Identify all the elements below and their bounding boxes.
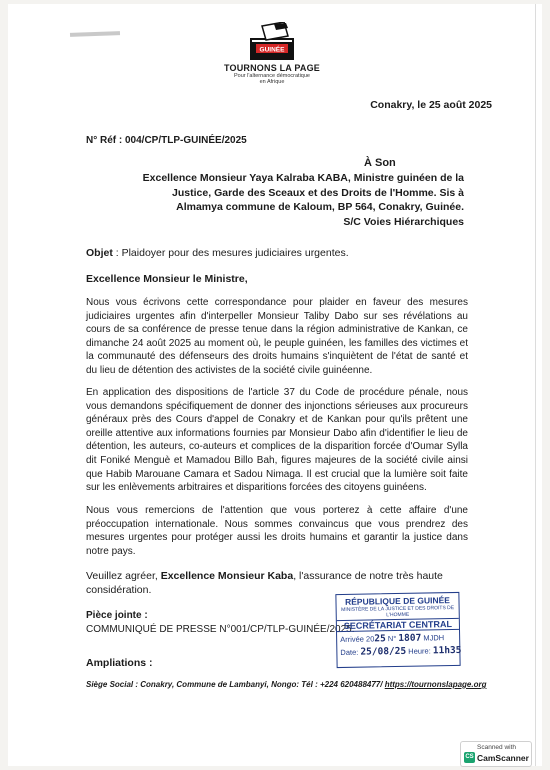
stamp-time-label: Heure: xyxy=(406,646,433,656)
camscanner-name: CamScanner xyxy=(477,753,529,763)
recipient-heading: À Son xyxy=(364,157,396,169)
stamp-time: 11h35 xyxy=(432,644,462,657)
footer-website-link[interactable]: https://tournonslapage.org xyxy=(384,680,487,689)
camscanner-caption: Scanned with xyxy=(477,744,517,751)
attachment-value: COMMUNIQUÉ DE PRESSE N°001/CP/TLP-GUINÉE/2025. xyxy=(86,624,355,635)
camscanner-badge xyxy=(460,741,532,767)
stamp-date-label: Date: xyxy=(340,647,361,658)
stamp-date-row xyxy=(337,644,462,658)
stamp-date: 25/08/25 xyxy=(360,645,407,658)
salutation: Excellence Monsieur le Ministre, xyxy=(86,273,248,285)
stamp-ministry: MINISTÈRE DE LA JUSTICE ET DES DROITS DE L'HOMME xyxy=(341,605,455,619)
org-name: TOURNONS LA PAGE xyxy=(223,63,321,73)
letter-page xyxy=(8,4,542,766)
body-paragraph-3: Nous vous remercions de l'attention que vous porterez à cette affaire d'une préoccupation internationale. Nous sommes convaincus que vous prendrez des mesures urgentes pour protéger aussi les droits humains et garantir la justice dans notre pays. xyxy=(86,505,468,557)
object-line xyxy=(86,247,349,259)
letterhead-logo xyxy=(222,22,322,102)
recipient-line: Excellence Monsieur Yaya Kalraba KABA, Ministre guinéen de la xyxy=(142,172,464,184)
received-stamp xyxy=(335,592,460,668)
stamp-arrival-year: 25 xyxy=(374,633,386,645)
attachment-label: Pièce jointe : xyxy=(86,610,148,621)
object-label: Objet xyxy=(86,247,113,259)
recipient-line: Justice, Garde des Sceaux et des Droits de l'Homme. Sis à xyxy=(172,186,464,199)
closing-after: , l'assurance de notre très haute considération. xyxy=(86,570,443,596)
stamp-number-suffix: MJDH xyxy=(421,633,445,643)
stamp-arrival-row xyxy=(337,632,459,645)
body-paragraph-2: En application des dispositions de l'article 37 du Code de procédure pénale, nous vous demandons spécifiquement de donner des injonctions sérieuses aux procureurs généraux près des Cours d'appel de Conakry et de Kankan pour qu'ils prêtent une oreille attentive aux informations fournies par Monsieur Dabo afin d'identifier le lieu de détention, les auteurs, co-auteurs et complices de la disparition forcée d'Oumar Sylla dit Foniké Menguè et Mamadou Billo Bah, figures majeures de la société civile ainsi que Habib Marouane Camara et Sadou Nimaga. Il est crucial que la lumière soit faite sur les enlèvements arbitraires et disparitions forcées des citoyens guinéens. xyxy=(86,387,468,494)
stamp-arrival-label: Arrivée 20 xyxy=(340,634,375,645)
letter-date: Conakry, le 25 août 2025 xyxy=(370,99,492,111)
object-text: : Plaidoyer pour des mesures judiciaires urgentes. xyxy=(112,247,349,259)
scan-mark xyxy=(70,31,120,37)
reference-number: N° Réf : 004/CP/TLP-GUINÉE/2025 xyxy=(86,135,247,146)
recipient-line: Almamya commune de Kaloum, BP 564, Conakry, Guinée. xyxy=(176,201,464,213)
ampliations-label: Ampliations : xyxy=(86,657,153,669)
footer xyxy=(86,680,486,689)
recipient-line: S/C Voies Hiérarchiques xyxy=(343,215,464,228)
footer-address: Siège Social : Conakry, Commune de Lambanyi, Nongo: Tél : +224 620488477/ xyxy=(86,680,385,689)
closing-addressee: Excellence Monsieur Kaba xyxy=(160,570,294,582)
stamp-country: RÉPUBLIQUE DE GUINÉE xyxy=(344,595,450,607)
org-tagline-1: Pour l'alternance démocratique xyxy=(234,73,310,79)
stamp-number-label: N° xyxy=(385,633,399,644)
stamp-department: SECRÉTARIAT CENTRAL xyxy=(337,618,459,632)
closing-before: Veuillez agréer, xyxy=(86,570,161,582)
stamp-number: 1807 xyxy=(398,632,422,644)
ballot-box-icon xyxy=(244,22,300,62)
org-tagline-2: en Afrique xyxy=(259,79,285,85)
recipient-address xyxy=(104,171,464,229)
page-edge xyxy=(535,4,536,766)
camscanner-icon: CS xyxy=(464,752,475,763)
logo-banner: GUINÉE xyxy=(259,46,285,54)
body-paragraph-1: Nous vous écrivons cette correspondance pour plaider en faveur des mesures judiciaires urgentes afin d'interpeller Monsieur Taliby Dabo sur ses révélations au cours de sa conférence de presse tenue dans la région administrative de Kankan, ce dimanche 24 août 2025 au moment où, le peuple guinéen, les familles des victimes et la communauté des défenseurs des droits humains s'inquiètent de l'état de santé et du lieu de détention des activistes de la société civile guinéenne. xyxy=(86,297,468,376)
